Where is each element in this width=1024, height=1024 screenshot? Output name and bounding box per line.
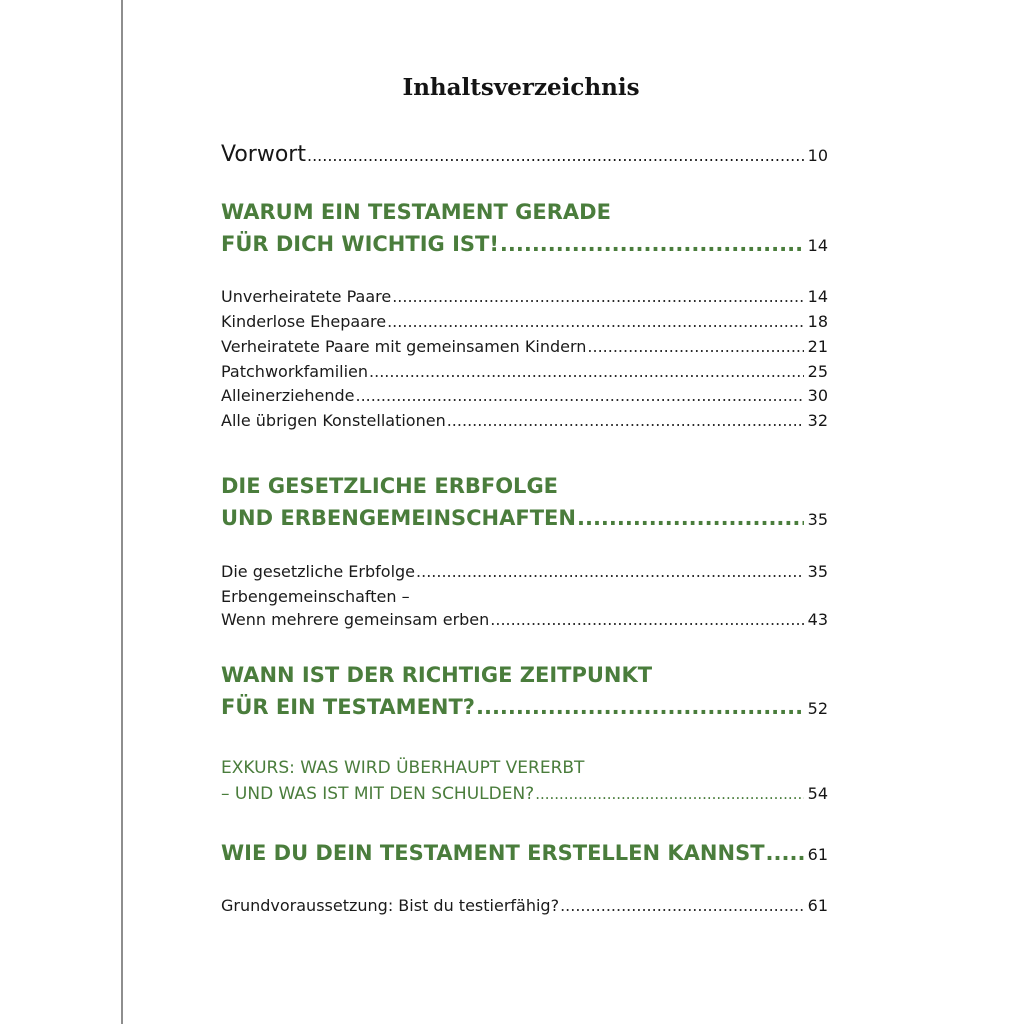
dot-leader: [500, 228, 804, 260]
toc-entry[interactable]: [221, 386, 828, 405]
toc-entry-label: Die gesetzliche Erbfolge: [221, 562, 416, 581]
page-number: 43: [807, 610, 828, 629]
page-number: 10: [807, 146, 828, 165]
page-number: 14: [807, 287, 828, 306]
toc-entry[interactable]: [221, 362, 828, 381]
page-number: 21: [807, 337, 828, 356]
page-number: 35: [807, 562, 828, 581]
toc-entry[interactable]: [221, 337, 828, 356]
toc-excursus[interactable]: [221, 755, 828, 807]
excursus-heading-line-2: – UND WAS IST MIT DEN SCHULDEN?: [221, 784, 535, 804]
page-number: 35: [807, 510, 828, 529]
toc-entry-label: Grundvoraussetzung: Bist du testierfähig?: [221, 896, 560, 915]
page-edge-line: [121, 0, 123, 1024]
page-number: 61: [807, 845, 828, 864]
chapter-heading-line-2: UND ERBENGEMEINSCHAFTEN: [221, 506, 576, 530]
dot-leader: [490, 610, 803, 629]
dot-leader: [587, 337, 803, 356]
dot-leader: [369, 362, 804, 381]
toc-entry-label-line-1: Erbengemeinschaften –: [221, 587, 410, 606]
chapter-heading-line-2: FÜR EIN TESTAMENT?: [221, 695, 475, 719]
dot-leader: [416, 562, 804, 581]
page-number: 54: [807, 784, 828, 803]
dot-leader: [577, 502, 804, 534]
chapter-heading-line-2: FÜR DICH WICHTIG IST!: [221, 232, 499, 256]
page-number: 61: [807, 896, 828, 915]
page-number: 30: [807, 386, 828, 405]
page-number: 32: [807, 411, 828, 430]
page-number: 18: [807, 312, 828, 331]
dot-leader: [447, 411, 804, 430]
toc-entry-label: Wenn mehrere gemeinsam erben: [221, 610, 490, 629]
dot-leader: [476, 691, 804, 723]
excursus-heading-line-1: EXKURS: WAS WIRD ÜBERHAUPT VERERBT: [221, 758, 585, 778]
toc-entry[interactable]: [221, 287, 828, 306]
chapter-heading-line-1: WARUM EIN TESTAMENT GERADE: [221, 200, 611, 224]
page-title: Inhaltsverzeichnis: [402, 74, 640, 101]
toc-entry-label: Unverheiratete Paare: [221, 287, 392, 306]
page-number: 14: [807, 236, 828, 255]
dot-leader: [307, 146, 804, 165]
dot-leader: [560, 896, 804, 915]
toc-chapter-3[interactable]: [221, 659, 828, 725]
chapter-heading-line-1: WANN IST DER RICHTIGE ZEITPUNKT: [221, 663, 653, 687]
toc-chapter-1[interactable]: [221, 196, 828, 262]
toc-chapter-2[interactable]: [221, 470, 828, 536]
toc-entry[interactable]: [221, 312, 828, 331]
chapter-heading: WIE DU DEIN TESTAMENT ERSTELLEN KANNST: [221, 841, 765, 865]
toc-entry-label: Kinderlose Ehepaare: [221, 312, 387, 331]
page-number: 52: [807, 699, 828, 718]
dot-leader: [387, 312, 804, 331]
chapter-heading-line-1: DIE GESETZLICHE ERBFOLGE: [221, 474, 559, 498]
dot-leader: [392, 287, 803, 306]
dot-leader: [766, 837, 804, 869]
toc-entry[interactable]: [221, 896, 828, 915]
page-number: 25: [807, 362, 828, 381]
toc-chapter-4[interactable]: [221, 837, 828, 871]
toc-entry-label: Alle übrigen Konstellationen: [221, 411, 446, 430]
toc-entry[interactable]: [221, 411, 828, 430]
toc-entry-label: Alleinerziehende: [221, 386, 355, 405]
toc-entry-label: Verheiratete Paare mit gemeinsamen Kindern: [221, 337, 587, 356]
toc-entry-label: Patchworkfamilien: [221, 362, 369, 381]
toc-entry-vorwort[interactable]: [221, 142, 828, 167]
toc-entry[interactable]: [221, 587, 828, 629]
dot-leader: [535, 781, 803, 807]
toc-entry[interactable]: [221, 562, 828, 581]
toc-entry-label: Vorwort: [221, 142, 306, 167]
dot-leader: [356, 386, 804, 405]
